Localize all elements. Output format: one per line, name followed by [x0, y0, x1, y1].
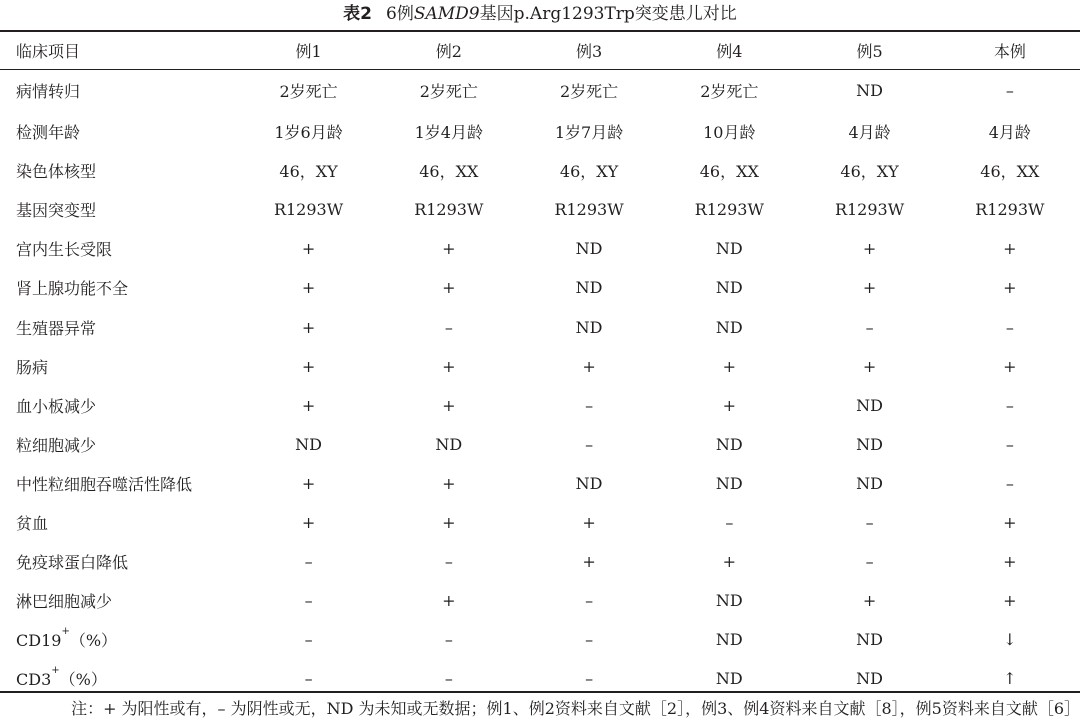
cell-case-1: –	[304, 669, 313, 689]
cell-case-5: ND	[856, 473, 883, 493]
table-row	[0, 229, 1080, 268]
row-label-superscript: +	[51, 665, 60, 677]
cell-case-5: +	[862, 278, 877, 298]
row-label-text: 粒细胞减少	[16, 435, 97, 455]
cell-case-5: 4月龄	[848, 123, 891, 143]
cell-case-5: +	[862, 356, 877, 376]
row-label	[0, 229, 238, 268]
cell-case-2: +	[442, 512, 456, 532]
cell-case-4: ND	[715, 278, 743, 298]
row-label	[0, 425, 238, 464]
cell-case-4: 10月龄	[703, 123, 756, 143]
cell-case-1: +	[301, 239, 316, 259]
row-label-text: 免疫球蛋白降低	[16, 553, 129, 573]
header-case-1: 例1	[295, 42, 322, 61]
cell-case-1: R1293W	[273, 200, 344, 220]
cell-case-2: ND	[435, 434, 463, 454]
row-label	[0, 151, 238, 190]
cell-case-5: –	[865, 512, 874, 532]
table-row	[0, 307, 1080, 346]
table-row	[0, 581, 1080, 620]
row-label-text: 检测年龄	[16, 123, 81, 143]
cell-case-4: +	[722, 552, 737, 572]
cell-case-5: ND	[856, 81, 883, 100]
cell-case-6: –	[1005, 395, 1014, 415]
cell-case-5: –	[865, 552, 874, 572]
table-number: 表2	[343, 4, 373, 24]
cell-case-2: –	[444, 552, 453, 572]
cell-case-4: 46，XX	[699, 162, 759, 182]
cell-case-4: R1293W	[694, 200, 764, 220]
row-label-text: 宫内生长受限	[16, 240, 113, 260]
row-label	[0, 112, 238, 151]
table-caption	[0, 0, 1080, 28]
cell-case-1: +	[301, 395, 316, 415]
cell-case-1: 1岁6月龄	[274, 123, 343, 143]
cell-case-4: ND	[715, 630, 743, 650]
row-label-text: 贫血	[16, 513, 49, 533]
cell-case-3: –	[585, 591, 594, 611]
cell-case-3: 46，XY	[559, 162, 619, 182]
cell-case-1: +	[301, 317, 316, 337]
cell-case-4: ND	[715, 434, 743, 454]
row-label	[0, 307, 238, 346]
row-label-text: 中性粒细胞吞噬活性降低	[16, 474, 193, 494]
table-row	[0, 503, 1080, 542]
table-row	[0, 151, 1080, 190]
cell-case-5: R1293W	[834, 200, 905, 220]
cell-case-6: R1293W	[975, 200, 1045, 220]
header-case-5: 例5	[856, 42, 883, 61]
cell-case-6: +	[1003, 512, 1017, 532]
cell-case-3: +	[582, 552, 596, 572]
row-label	[0, 620, 238, 659]
table-body	[0, 69, 1080, 698]
table-row	[0, 542, 1080, 581]
cell-case-3: ND	[575, 278, 603, 298]
table-header-row	[0, 32, 1080, 69]
header-case-3: 例3	[575, 42, 603, 61]
row-label-text: 肠病	[16, 357, 49, 377]
row-label	[0, 659, 238, 698]
cell-case-3: –	[585, 630, 594, 650]
cell-case-5: ND	[856, 669, 883, 689]
cell-case-2: +	[442, 239, 456, 259]
cell-case-2: +	[442, 591, 456, 611]
header-clinical-item: 临床项目	[16, 42, 81, 61]
cell-case-1: 2岁死亡	[279, 82, 338, 101]
row-label-text: CD3	[16, 670, 52, 690]
cell-case-3: –	[585, 434, 594, 454]
cell-case-1: ND	[295, 434, 322, 454]
cell-case-2: –	[444, 669, 453, 689]
caption-prefix: 6例	[386, 4, 414, 24]
cell-case-6: ↑	[1003, 669, 1017, 689]
table-footnote: 注：+ 为阳性或有，– 为阴性或无，ND 为未知或无数据；例1、例2资料来自文献［2］，例3、例4资料来自文献［8］，例5资料来自文献［6］	[71, 699, 1080, 718]
comparison-table	[0, 32, 1080, 698]
cell-case-2: +	[442, 278, 456, 298]
table-row	[0, 347, 1080, 386]
cell-case-2: +	[442, 473, 456, 493]
row-label-text: CD19	[16, 631, 62, 651]
row-label-text: 血小板减少	[16, 396, 97, 416]
cell-case-2: +	[442, 356, 456, 376]
row-label-text: 病情转归	[16, 82, 81, 101]
cell-case-1: +	[301, 512, 316, 532]
cell-case-5: 46，XY	[840, 162, 899, 182]
cell-case-2: +	[442, 395, 456, 415]
cell-case-4: –	[725, 512, 734, 532]
caption-suffix: 基因p.Arg1293Trp突变患儿对比	[479, 4, 737, 24]
cell-case-1: –	[304, 630, 313, 650]
cell-case-1: +	[301, 356, 316, 376]
cell-case-6: +	[1003, 278, 1017, 298]
cell-case-6: +	[1003, 239, 1017, 259]
cell-case-5: +	[862, 591, 877, 611]
cell-case-3: R1293W	[554, 200, 624, 220]
cell-case-4: ND	[715, 473, 743, 493]
cell-case-5: ND	[856, 395, 883, 415]
row-label-text: 生殖器异常	[16, 318, 97, 338]
cell-case-5: –	[865, 317, 874, 337]
table-row	[0, 112, 1080, 151]
caption-gene: SAMD9	[413, 4, 480, 24]
cell-case-3: ND	[575, 317, 603, 337]
cell-case-6: 46，XX	[980, 162, 1040, 182]
row-label	[0, 268, 238, 307]
row-label	[0, 464, 238, 503]
cell-case-4: +	[722, 356, 737, 376]
header-case-4: 例4	[716, 42, 743, 61]
table-row	[0, 386, 1080, 425]
cell-case-2: 2岁死亡	[419, 82, 478, 101]
row-label	[0, 503, 238, 542]
cell-case-6: 4月龄	[988, 123, 1031, 143]
cell-case-6: +	[1003, 552, 1017, 572]
cell-case-2: –	[444, 317, 453, 337]
cell-case-3: –	[585, 669, 594, 689]
table-row	[0, 69, 1080, 112]
cell-case-4: 2岁死亡	[700, 82, 759, 101]
row-label	[0, 347, 238, 386]
cell-case-6: ↓	[1003, 630, 1017, 650]
cell-case-4: ND	[715, 591, 743, 611]
table-row	[0, 190, 1080, 229]
table-row	[0, 659, 1080, 698]
cell-case-6: –	[1005, 473, 1014, 493]
row-label-text: 淋巴细胞减少	[16, 592, 113, 612]
header-case-2: 例2	[435, 42, 462, 61]
cell-case-1: –	[304, 552, 313, 572]
cell-case-1: +	[301, 473, 316, 493]
cell-case-4: ND	[715, 317, 743, 337]
row-label-superscript: +	[61, 626, 70, 638]
row-label-text: 肾上腺功能不全	[16, 279, 129, 299]
cell-case-3: 2岁死亡	[559, 82, 619, 101]
row-label-text: 染色体核型	[16, 162, 97, 182]
row-label-unit: （%）	[59, 670, 107, 690]
cell-case-5: +	[862, 239, 877, 259]
cell-case-4: +	[722, 395, 737, 415]
row-label	[0, 190, 238, 229]
row-label-unit: （%）	[69, 631, 118, 651]
cell-case-3: ND	[575, 239, 603, 259]
row-label	[0, 69, 238, 112]
cell-case-3: 1岁7月龄	[554, 123, 624, 143]
cell-case-2: –	[444, 630, 453, 650]
header-case-6: 本例	[993, 42, 1026, 61]
cell-case-3: +	[582, 356, 596, 376]
cell-case-1: 46，XY	[279, 162, 338, 182]
cell-case-6: –	[1005, 434, 1014, 454]
cell-case-2: R1293W	[414, 200, 484, 220]
cell-case-6: +	[1003, 591, 1017, 611]
cell-case-5: ND	[856, 630, 883, 650]
cell-case-1: +	[301, 278, 316, 298]
cell-case-2: 1岁4月龄	[414, 123, 483, 143]
table-row	[0, 464, 1080, 503]
cell-case-2: 46，XX	[419, 162, 479, 182]
cell-case-1: –	[304, 591, 313, 611]
cell-case-4: ND	[715, 239, 743, 259]
cell-case-6: +	[1003, 356, 1017, 376]
row-label	[0, 542, 238, 581]
table-row	[0, 620, 1080, 659]
row-label	[0, 386, 238, 425]
cell-case-5: ND	[856, 434, 883, 454]
cell-case-3: –	[585, 395, 594, 415]
cell-case-3: +	[582, 512, 596, 532]
table-row	[0, 425, 1080, 464]
cell-case-6: –	[1005, 81, 1014, 100]
cell-case-4: ND	[715, 669, 743, 689]
cell-case-3: ND	[575, 473, 603, 493]
row-label-text: 基因突变型	[16, 201, 97, 221]
table-row	[0, 268, 1080, 307]
cell-case-6: –	[1005, 317, 1014, 337]
row-label	[0, 581, 238, 620]
